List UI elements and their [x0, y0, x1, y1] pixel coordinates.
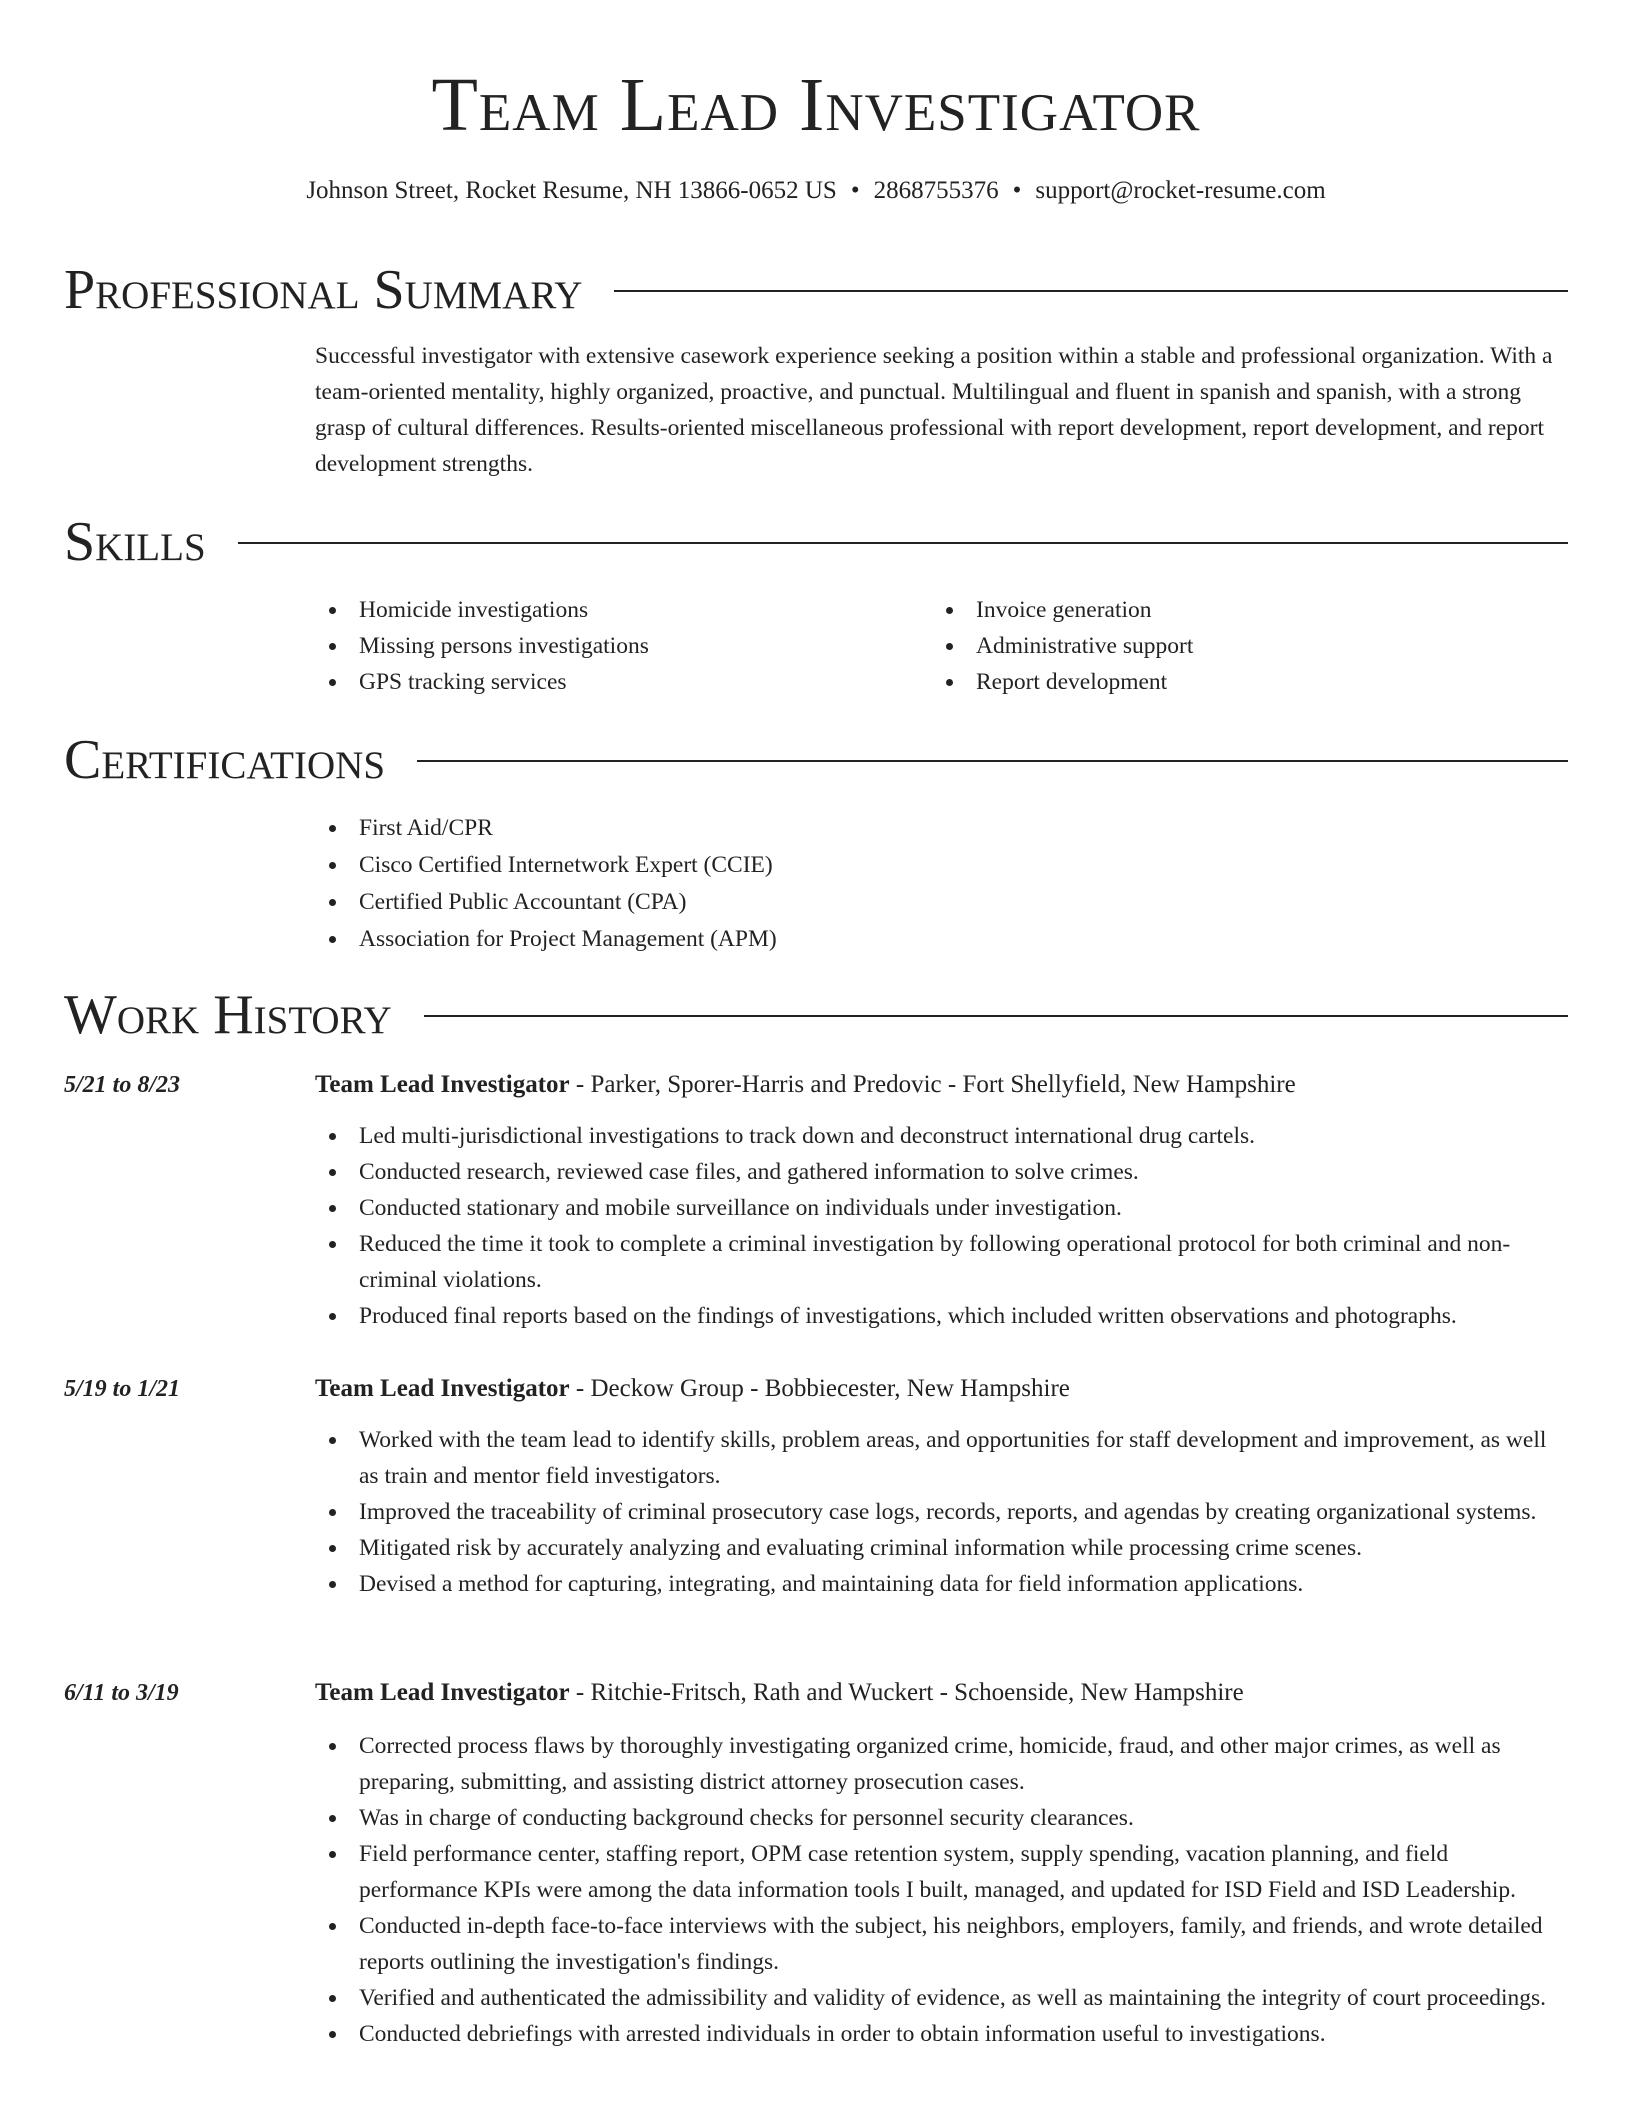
certification-item: Cisco Certified Internetwork Expert (CCIE) — [315, 847, 1568, 883]
job-bullet: Field performance center, staffing report, OPM case retention system, supply spending, vacation planning, and field performance KPIs were among the data information tools I built, managed, and updated for ISD Field and ISD Leadership. — [315, 1836, 1568, 1908]
section-title-certifications: Certifications — [64, 729, 386, 791]
summary-text: Successful investigator with extensive casework experience seeking a position within a stable and professional organization. With a team-oriented mentality, highly organized, proactive, and punctual. Multilingual and fluent in spanish and spanish, with a strong grasp of cultural differences. Results-oriented miscellaneous professional with report development, report development, and report development strengths. — [315, 343, 1553, 477]
job-title-line — [315, 1068, 1568, 1102]
certifications-list — [315, 810, 1568, 958]
section-divider — [238, 542, 1568, 544]
skill-item: Administrative support — [932, 628, 1549, 664]
skills-column-left — [315, 592, 932, 700]
job-dates: 5/21 to 8/23 — [64, 1072, 181, 1098]
job-employer-location: - Ritchie-Fritsch, Rath and Wuckert - Schoenside, New Hampshire — [569, 1679, 1244, 1706]
job-bullet: Led multi-jurisdictional investigations to track down and deconstruct international drug cartels. — [315, 1118, 1568, 1154]
skills-list — [315, 592, 1568, 700]
job-dates: 5/19 to 1/21 — [64, 1376, 181, 1402]
skill-item: Homicide investigations — [315, 592, 932, 628]
job-bullet: Conducted research, reviewed case files, and gathered information to solve crimes. — [315, 1154, 1568, 1190]
job-bullets — [315, 1728, 1568, 2052]
section-divider — [417, 760, 1568, 762]
job-title: Team Lead Investigator — [315, 1375, 570, 1402]
job-bullet: Reduced the time it took to complete a criminal investigation by following operational protocol for both criminal and non-criminal violations. — [315, 1226, 1568, 1298]
job-title-line — [315, 1676, 1568, 1710]
job-bullet: Mitigated risk by accurately analyzing and evaluating criminal information while processing crime scenes. — [315, 1530, 1568, 1566]
job-bullet: Devised a method for capturing, integrating, and maintaining data for field information applications. — [315, 1566, 1568, 1602]
job-bullets — [315, 1118, 1568, 1334]
skill-item: Report development — [932, 664, 1549, 700]
job-title-line — [315, 1372, 1568, 1406]
section-divider — [424, 1015, 1568, 1017]
job-bullets — [315, 1422, 1568, 1602]
contact-address: Johnson Street, Rocket Resume, NH 13866-0652 US — [306, 177, 837, 204]
job-employer-location: - Parker, Sporer-Harris and Predovic - Fort Shellyfield, New Hampshire — [569, 1071, 1296, 1098]
section-header-skills — [64, 509, 1568, 575]
job-bullet: Was in charge of conducting background checks for personnel security clearances. — [315, 1800, 1568, 1836]
certification-item: Certified Public Accountant (CPA) — [315, 884, 1568, 920]
job-title: Team Lead Investigator — [315, 1679, 570, 1706]
job-employer-location: - Deckow Group - Bobbiecester, New Hampshire — [569, 1375, 1070, 1402]
certification-item: First Aid/CPR — [315, 810, 1568, 846]
job-bullet: Conducted debriefings with arrested individuals in order to obtain information useful to investigations. — [315, 2016, 1568, 2052]
skill-item: Invoice generation — [932, 592, 1549, 628]
contact-separator: • — [850, 177, 860, 204]
contact-separator: • — [1012, 177, 1022, 204]
contact-phone: 2868755376 — [873, 177, 999, 204]
contact-email: support@rocket-resume.com — [1035, 177, 1326, 204]
section-title-summary: Professional Summary — [64, 259, 583, 321]
section-header-certifications — [64, 727, 1568, 793]
job-bullet: Verified and authenticated the admissibility and validity of evidence, as well as maintaining the integrity of court proceedings. — [315, 1980, 1568, 2016]
skill-item: GPS tracking services — [315, 664, 932, 700]
job-bullet: Corrected process flaws by thoroughly investigating organized crime, homicide, fraud, and other major crimes, as well as preparing, submitting, and assisting district attorney prosecution cases. — [315, 1728, 1568, 1800]
skills-column-right — [932, 592, 1549, 700]
job-dates: 6/11 to 3/19 — [64, 1680, 179, 1706]
job-title: Team Lead Investigator — [315, 1071, 570, 1098]
job-bullet: Conducted in-depth face-to-face interviews with the subject, his neighbors, employers, family, and friends, and wrote detailed reports outlining the investigation's findings. — [315, 1908, 1568, 1980]
job-bullet: Worked with the team lead to identify skills, problem areas, and opportunities for staff development and improvement, as well as train and mentor field investigators. — [315, 1422, 1568, 1494]
job-bullet: Conducted stationary and mobile surveillance on individuals under investigation. — [315, 1190, 1568, 1226]
job-bullet: Improved the traceability of criminal prosecutory case logs, records, reports, and agendas by creating organizational systems. — [315, 1494, 1568, 1530]
section-header-summary — [64, 257, 1568, 323]
section-divider — [614, 290, 1568, 292]
skill-item: Missing persons investigations — [315, 628, 932, 664]
section-title-work-history: Work History — [64, 984, 392, 1046]
job-bullet: Produced final reports based on the findings of investigations, which included written observations and photographs. — [315, 1298, 1568, 1334]
resume-name: Team Lead Investigator — [431, 63, 1201, 147]
section-title-skills: Skills — [64, 511, 206, 573]
section-header-work-history — [64, 982, 1568, 1048]
contact-line — [0, 174, 1632, 208]
certification-item: Association for Project Management (APM) — [315, 921, 1568, 957]
